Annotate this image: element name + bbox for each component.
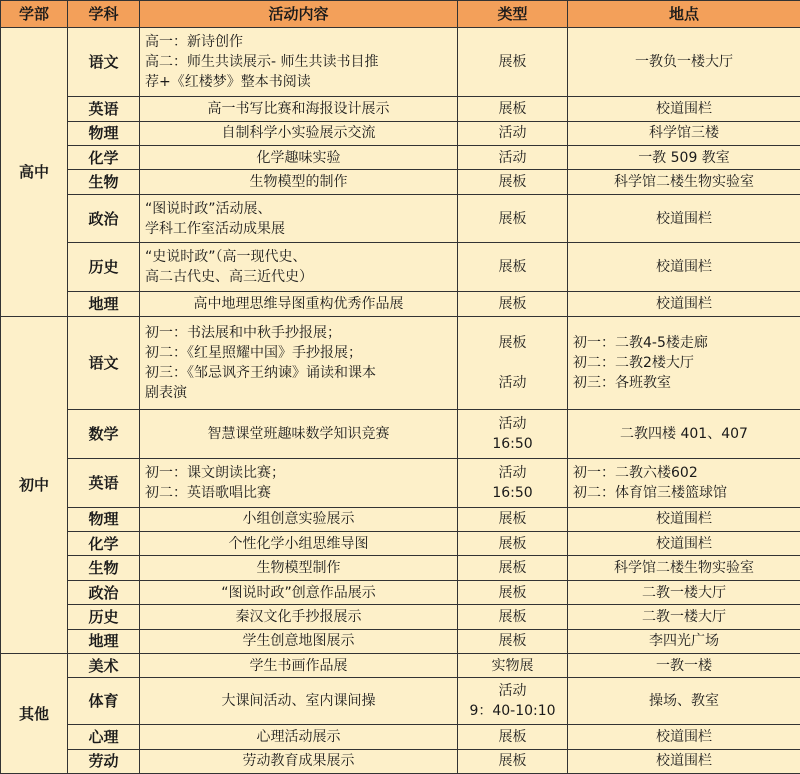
location-line: 校道围栏 xyxy=(656,210,712,227)
content-cell xyxy=(140,458,458,507)
content-lines xyxy=(145,509,452,529)
location-line: 科学馆三楼 xyxy=(649,125,719,142)
location-cell xyxy=(568,145,800,169)
table-row xyxy=(1,507,800,531)
type-line: 活动 xyxy=(498,149,527,166)
type-line: 活动 xyxy=(498,374,527,391)
type-lines xyxy=(463,631,562,651)
content-lines xyxy=(145,631,452,651)
table-row xyxy=(1,28,800,97)
location-lines xyxy=(573,607,795,627)
content-lines xyxy=(145,32,452,92)
location-cell xyxy=(568,97,800,121)
location-line: 二教四楼 401、407 xyxy=(620,426,748,443)
content-line: 自制科学小实验展示交流 xyxy=(221,125,376,142)
location-lines xyxy=(573,257,795,277)
content-cell xyxy=(140,725,458,749)
content-lines xyxy=(145,323,452,403)
location-line: 科学馆二楼生物实验室 xyxy=(614,173,754,190)
content-line: 智慧课堂班趣味数学知识竞赛 xyxy=(207,426,390,443)
content-cell xyxy=(140,507,458,531)
content-cell xyxy=(140,316,458,410)
location-lines xyxy=(573,172,795,192)
type-cell xyxy=(458,678,568,725)
type-line: 16:50 xyxy=(492,484,533,501)
location-line: 初一：二教六楼602 xyxy=(573,464,698,481)
table-row xyxy=(1,292,800,316)
subject-cell: 物理 xyxy=(68,507,140,531)
content-lines xyxy=(145,656,452,676)
type-cell xyxy=(458,145,568,169)
subject-cell: 美术 xyxy=(68,654,140,678)
type-lines xyxy=(463,534,562,554)
location-line: 校道围栏 xyxy=(656,100,712,117)
content-line: “图说时政”活动展、 xyxy=(145,200,272,217)
type-lines xyxy=(463,583,562,603)
subject-cell: 数学 xyxy=(68,410,140,459)
subject-cell: 政治 xyxy=(68,580,140,604)
content-cell xyxy=(140,749,458,773)
content-cell xyxy=(140,605,458,629)
type-line: 展板 xyxy=(498,295,527,312)
type-lines xyxy=(463,727,562,747)
location-lines xyxy=(573,424,795,444)
content-cell xyxy=(140,556,458,580)
department-cell: 高中 xyxy=(1,28,68,317)
table-row xyxy=(1,605,800,629)
content-line: 高中地理思维导图重构优秀作品展 xyxy=(193,295,404,312)
type-cell xyxy=(458,507,568,531)
content-cell xyxy=(140,145,458,169)
location-line: 一教一楼 xyxy=(656,657,712,674)
table-row xyxy=(1,749,800,773)
location-lines xyxy=(573,463,795,503)
location-cell xyxy=(568,28,800,97)
table-row xyxy=(1,556,800,580)
content-line: 高二古代史、高三近代史） xyxy=(145,269,313,286)
content-line: 小组创意实验展示 xyxy=(242,511,355,528)
content-line: 生物模型的制作 xyxy=(249,173,348,190)
content-line: 劳动教育成果展示 xyxy=(242,753,355,770)
type-line: 活动 xyxy=(498,464,527,481)
location-cell xyxy=(568,654,800,678)
location-cell xyxy=(568,605,800,629)
subject-cell: 劳动 xyxy=(68,749,140,773)
subject-cell: 英语 xyxy=(68,97,140,121)
location-lines xyxy=(573,52,795,72)
content-line: 学生创意地图展示 xyxy=(242,633,355,650)
location-cell xyxy=(568,532,800,556)
subject-cell: 历史 xyxy=(68,243,140,292)
type-cell xyxy=(458,629,568,653)
type-lines xyxy=(463,172,562,192)
location-lines xyxy=(573,583,795,603)
type-line: 展板 xyxy=(498,560,527,577)
type-line: 实物展 xyxy=(491,657,534,674)
content-cell xyxy=(140,170,458,194)
content-line: 化学趣味实验 xyxy=(256,149,341,166)
subject-cell: 生物 xyxy=(68,170,140,194)
department-cell: 初中 xyxy=(1,316,68,653)
header-type: 类型 xyxy=(458,1,568,28)
location-line: 校道围栏 xyxy=(656,511,712,528)
location-line: 初二：二教2楼大厅 xyxy=(573,354,694,371)
content-lines xyxy=(145,463,452,503)
content-cell xyxy=(140,678,458,725)
content-lines xyxy=(145,607,452,627)
subject-cell: 化学 xyxy=(68,532,140,556)
content-line: 剧表演 xyxy=(145,384,187,401)
subject-cell: 历史 xyxy=(68,605,140,629)
type-line xyxy=(463,353,562,373)
content-lines xyxy=(145,294,452,314)
location-line: 操场、教室 xyxy=(649,693,719,710)
type-cell xyxy=(458,749,568,773)
location-cell xyxy=(568,292,800,316)
content-lines xyxy=(145,534,452,554)
header-department: 学部 xyxy=(1,1,68,28)
type-cell xyxy=(458,121,568,145)
table-row xyxy=(1,194,800,243)
type-lines xyxy=(463,52,562,72)
subject-cell: 体育 xyxy=(68,678,140,725)
content-cell xyxy=(140,97,458,121)
type-lines xyxy=(463,607,562,627)
location-lines xyxy=(573,534,795,554)
content-line: 高二：师生共读展示- 师生共读书目推 xyxy=(145,54,379,71)
table-row xyxy=(1,629,800,653)
content-cell xyxy=(140,194,458,243)
location-line: 校道围栏 xyxy=(656,753,712,770)
table-body xyxy=(1,28,800,774)
type-cell xyxy=(458,28,568,97)
location-line: 二教一楼大厅 xyxy=(642,608,726,625)
content-lines xyxy=(145,199,452,239)
type-lines xyxy=(463,558,562,578)
type-line: 展板 xyxy=(498,259,527,276)
header-row xyxy=(1,1,800,28)
type-line: 展板 xyxy=(498,511,527,528)
location-lines xyxy=(573,148,795,168)
location-lines xyxy=(573,509,795,529)
content-line: 学生书画作品展 xyxy=(249,657,348,674)
department-cell: 其他 xyxy=(1,654,68,774)
table-row xyxy=(1,97,800,121)
location-lines xyxy=(573,751,795,771)
type-cell xyxy=(458,170,568,194)
table-row xyxy=(1,532,800,556)
location-lines xyxy=(573,294,795,314)
location-line: 科学馆二楼生物实验室 xyxy=(614,560,754,577)
subject-cell: 政治 xyxy=(68,194,140,243)
location-cell xyxy=(568,749,800,773)
content-lines xyxy=(145,424,452,444)
content-line: “图说时政”创意作品展示 xyxy=(221,584,376,601)
location-line: 校道围栏 xyxy=(656,295,712,312)
header-subject: 学科 xyxy=(68,1,140,28)
type-line: 展板 xyxy=(498,173,527,190)
content-line: 高一：新诗创作 xyxy=(145,34,243,51)
type-cell xyxy=(458,97,568,121)
type-cell xyxy=(458,725,568,749)
location-line: 初三：各班教室 xyxy=(573,374,671,391)
table-row xyxy=(1,725,800,749)
subject-cell: 地理 xyxy=(68,292,140,316)
content-cell xyxy=(140,243,458,292)
header-content: 活动内容 xyxy=(140,1,458,28)
type-lines xyxy=(463,463,562,503)
type-cell xyxy=(458,458,568,507)
table-row xyxy=(1,410,800,459)
location-cell xyxy=(568,580,800,604)
location-cell xyxy=(568,507,800,531)
content-line: 初一：书法展和中秋手抄报展； xyxy=(145,324,341,341)
location-cell xyxy=(568,458,800,507)
table-row xyxy=(1,654,800,678)
content-cell xyxy=(140,629,458,653)
content-line: 初三：《邹忌讽齐王纳谏》诵读和课本 xyxy=(145,364,376,381)
type-cell xyxy=(458,556,568,580)
content-cell xyxy=(140,28,458,97)
type-line: 展板 xyxy=(498,608,527,625)
content-line: 大课间活动、室内课间操 xyxy=(221,693,376,710)
subject-cell: 英语 xyxy=(68,458,140,507)
content-lines xyxy=(145,148,452,168)
location-cell xyxy=(568,194,800,243)
content-line: 高一书写比赛和海报设计展示 xyxy=(207,100,390,117)
type-line: 展板 xyxy=(498,334,527,351)
location-lines xyxy=(573,727,795,747)
content-line: 生物模型制作 xyxy=(256,560,341,577)
location-line: 初一：二教4-5楼走廊 xyxy=(573,334,708,351)
content-lines xyxy=(145,99,452,119)
type-cell xyxy=(458,316,568,410)
location-line: 二教一楼大厅 xyxy=(642,584,726,601)
location-line: 李四光广场 xyxy=(649,633,719,650)
location-lines xyxy=(573,691,795,711)
location-lines xyxy=(573,558,795,578)
type-line: 9：40-10:10 xyxy=(469,703,556,720)
type-lines xyxy=(463,99,562,119)
location-lines xyxy=(573,123,795,143)
type-cell xyxy=(458,532,568,556)
content-lines xyxy=(145,583,452,603)
type-line: 展板 xyxy=(498,633,527,650)
content-line: 初二：英语歌唱比赛 xyxy=(145,484,271,501)
table-row xyxy=(1,458,800,507)
location-cell xyxy=(568,725,800,749)
type-line: 活动 xyxy=(498,683,527,700)
location-cell xyxy=(568,243,800,292)
location-line: 一教 509 教室 xyxy=(638,149,730,166)
content-line: 个性化学小组思维导图 xyxy=(228,535,369,552)
subject-cell: 心理 xyxy=(68,725,140,749)
location-cell xyxy=(568,316,800,410)
location-line: 校道围栏 xyxy=(656,259,712,276)
content-line: “史说时政”（高一现代史、 xyxy=(145,249,307,266)
location-cell xyxy=(568,121,800,145)
subject-cell: 语文 xyxy=(68,316,140,410)
type-lines xyxy=(463,656,562,676)
location-cell xyxy=(568,170,800,194)
type-line: 展板 xyxy=(498,100,527,117)
content-cell xyxy=(140,532,458,556)
location-lines xyxy=(573,209,795,229)
type-cell xyxy=(458,654,568,678)
type-lines xyxy=(463,123,562,143)
location-cell xyxy=(568,410,800,459)
content-lines xyxy=(145,727,452,747)
content-cell xyxy=(140,121,458,145)
type-lines xyxy=(463,751,562,771)
content-line: 学科工作室活动成果展 xyxy=(145,220,285,237)
content-line: 初二：《红星照耀中国》手抄报展； xyxy=(145,344,362,361)
location-line: 初二：体育馆三楼篮球馆 xyxy=(573,484,727,501)
location-lines xyxy=(573,99,795,119)
type-line: 活动 xyxy=(498,416,527,433)
subject-cell: 化学 xyxy=(68,145,140,169)
location-line: 校道围栏 xyxy=(656,728,712,745)
type-lines xyxy=(463,257,562,277)
type-lines xyxy=(463,681,562,721)
subject-cell: 语文 xyxy=(68,28,140,97)
location-line: 校道围栏 xyxy=(656,535,712,552)
content-lines xyxy=(145,172,452,192)
subject-cell: 物理 xyxy=(68,121,140,145)
content-cell xyxy=(140,292,458,316)
type-cell xyxy=(458,580,568,604)
content-lines xyxy=(145,558,452,578)
table-row xyxy=(1,170,800,194)
content-cell xyxy=(140,410,458,459)
header-location: 地点 xyxy=(568,1,800,28)
content-lines xyxy=(145,691,452,711)
type-line: 展板 xyxy=(498,535,527,552)
type-line: 展板 xyxy=(498,584,527,601)
type-lines xyxy=(463,509,562,529)
subject-cell: 生物 xyxy=(68,556,140,580)
type-lines xyxy=(463,414,562,454)
type-line: 活动 xyxy=(498,125,527,142)
content-lines xyxy=(145,751,452,771)
type-lines xyxy=(463,148,562,168)
content-cell xyxy=(140,580,458,604)
type-lines xyxy=(463,209,562,229)
content-line: 心理活动展示 xyxy=(256,728,341,745)
content-cell xyxy=(140,654,458,678)
type-cell xyxy=(458,243,568,292)
type-cell xyxy=(458,605,568,629)
type-line: 展板 xyxy=(498,753,527,770)
type-line: 展板 xyxy=(498,54,527,71)
table-row xyxy=(1,678,800,725)
location-line: 一教负一楼大厅 xyxy=(635,54,733,71)
table-row xyxy=(1,145,800,169)
type-cell xyxy=(458,292,568,316)
location-cell xyxy=(568,678,800,725)
type-line: 展板 xyxy=(498,728,527,745)
location-lines xyxy=(573,631,795,651)
content-lines xyxy=(145,123,452,143)
type-line: 展板 xyxy=(498,210,527,227)
content-lines xyxy=(145,247,452,287)
location-lines xyxy=(573,656,795,676)
location-cell xyxy=(568,629,800,653)
content-line: 初一：课文朗读比赛； xyxy=(145,464,285,481)
table-row xyxy=(1,243,800,292)
subject-cell: 地理 xyxy=(68,629,140,653)
location-lines xyxy=(573,333,795,393)
type-cell xyxy=(458,194,568,243)
type-lines xyxy=(463,333,562,393)
type-lines xyxy=(463,294,562,314)
type-cell xyxy=(458,410,568,459)
table-row xyxy=(1,316,800,410)
content-line: 秦汉文化手抄报展示 xyxy=(235,608,362,625)
type-line: 16:50 xyxy=(492,436,533,453)
content-line: 荐+《红楼梦》整本书阅读 xyxy=(145,74,311,91)
location-cell xyxy=(568,556,800,580)
table-row xyxy=(1,121,800,145)
table-row xyxy=(1,580,800,604)
